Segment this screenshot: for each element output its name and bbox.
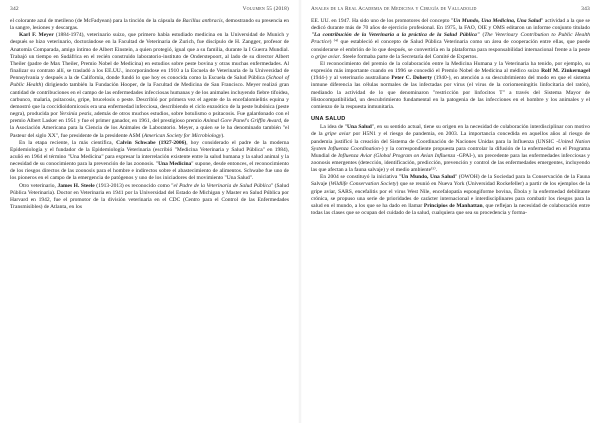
left-page [10,0,289,423]
text-run: -) y la correspondiente propuesta para controlar la difusión de la enfermedad en el Programa Mundial de [311,145,590,159]
emphasis-run: gripe aviar [324,131,351,138]
text-run: el colorante azul de metileno (de McFadyean) para la tinción de la cápsula de [10,18,183,24]
left-page-body [10,18,289,211]
emphasis-run: The Veterinary Contribution to Public Health Practice [311,32,590,46]
text-run: " (Salud Pública Veterinaria). Doctor en Veterinaria en 1941 por la Universidad del Estado de Michigan y Master en Salud Pública por Harvard en 1942, fue el promotor de la división veterinaria en el CDC (Centro para el Control de las Enfermedades Transmisibles) de Atlanta, en los [10,182,290,211]
emphasis-run: Peter C. Doherty [391,75,433,82]
emphasis-run: School of Public Health [10,75,289,89]
text-run: ( [479,32,485,39]
text-run: (1913-2013) es reconocido como " [94,182,174,189]
text-run: , hoy considerado el padre de la moderna Epidemiología y el fundador de la Epidemiología Veterinaria (escribió "Medicina Veterinaria y Salud Pública" en 1984), acuñó en 1964 el término "Una Medicina" para expresar la interrelación existente entre la salud humana y la salud animal y la necesidad de su conocimiento para la prevención de las zoonosis. " [10,139,289,168]
text-run: En 2004 se constituyó la iniciativa " [320,174,402,181]
emphasis-run: Wildlife Conservation Society [330,181,397,188]
text-run: Otro veterinario, [19,182,58,189]
text-run: por H5N1 y el riesgo de pandemia, en 2003. La importancia concedida en aquellos años al riesgo de pandemia justificó la creación del Sistema de Coordinación de Naciones Unidas para la Influenza (UNSIC - [311,131,590,145]
emphasis-run: James H. Steele [57,182,95,189]
running-head: Anales de la Real Academia de Medicina y Cirugía de Valladolid [311,6,477,12]
paragraph [311,18,590,61]
emphasis-run: Rolf M. Zinkernagel [541,68,590,75]
paragraph [10,183,289,212]
text-run: " actividad a la que se dedicó durante más de 70 años de ejercicio profesional. En 1975, la FAO, OIE y OMS editaron un informe conjunto titulado [311,18,591,32]
right-page-body [311,18,590,217]
text-run: (1944-) y al veterinario australiano [311,75,392,82]
text-run: (1940-), en atención a su descubrimiento del modo en que el sistema inmune diferencia las células normales de las infectadas por virus (el virus de la coriomeningitis linfocitaria del ratón), mediando la actividad de lo que denominaron "restricción por linfocitos T" a través del Sistema Mayor de Histocompatibilidad, un descubrimiento fundamental en la patogenia de las infecciones en el hombre y los animales y el comienzo de la respuesta inmunitaria. [311,75,590,110]
emphasis-run: Animal Gore Panel's Griffin Award [203,118,281,125]
text-run: ) ⁽⁴⁾ que estableció el concepto de Salud Pública Veterinaria como un área de cooperación entre ellas, que puede considerarse el embrión de lo que después, se convertiría en la plataforma para responsabilidad internacional frente a la peste o [311,39,590,60]
emphasis-run: Bacillus anthracis [182,18,223,24]
text-run: ", en su sentido actual, tiene su origen en la necesidad de colaboración interdisciplinar con motivo de la [311,124,590,138]
right-paragraphs-after [311,124,590,217]
emphasis-run: Influenza Aviar (Global Program on Avian Influenza [338,152,456,159]
emphasis-run: United Nation System Influenza Coordination [311,138,590,152]
paragraph [10,32,289,139]
emphasis-run: Calvin Schwabe (1927-2006) [116,139,187,146]
emphasis-run: Karl F. Meyer [19,32,54,39]
page-number: 343 [581,6,590,12]
text-run: En la etapa reciente, la más científica, [19,139,117,146]
left-page-header [10,6,289,18]
text-run: -GPAI-), un precedente para las enfermedades infecciosas y zoonosis emergentes (detección, identificación, predicción, prevención y control de las enfermedades emergentes, incluyendo las que afectan a la fauna salvaje) y el medio ambiente⁽⁵⁾. [311,152,591,174]
paragraph [311,124,590,174]
text-run: . Steele formaba parte de la Secretaría del Comité de Expertos. [339,53,478,60]
text-run: ) que se reunió en Nueva York (Universidad Rockefeller) a partir de los ejemplos de la gripe aviar, SARS, encefalitis por el virus West Nile, encefalopatía espongiforme bovina, Ébola y la enfermedad debilitante crónica, se propuso una serie de prioridades de carácter internacional e interdisciplinares para combatir los riesgos para la salud en el mundo, a los que se ha dado en llamar [311,181,590,209]
emphasis-run: Una Medicina [158,161,192,168]
text-run: " supone, desde entonces, el reconocimiento de los riesgos directos de las zoonosis para el hombre e indirectos sobre el abastecimiento de alimentos. Schwabe fue uno de los pioneros en el campo de la emergencia de patógenos y uno de los iniciadores del movimiento "Una Salud". [10,161,289,182]
text-run: ). [221,132,225,139]
text-run: EE. UU. en 1947. Ha sido uno de los promotores del concepto " [311,18,454,24]
text-run: " (OWOH) de la Sociedad para la Conservación de la Fauna Salvaje ( [311,174,590,188]
emphasis-run: gripe aviar [315,53,340,60]
right-page [311,0,590,423]
paragraph [311,61,590,111]
text-run: (1884-1974), veterinario suizo, que primero había estudiado medicina en la Universidad de Munich y después se hizo veterinario, doctorándose en la Facultad de Veterinaria de Zurich, fue discípulo de H. Zangger, profesor de Anatomía Comparada, amigo íntimo de Albert Einstein, a quien protegió, igual que a su familia, durante la I Guerra Mundial. Trabajó un tiempo en Sudáfrica en el recién construido laboratorio-instituto de Onderstepoort, al lado de su director Albert Theiler (padre de Max Theiler, Premio Nobel de Medicina) en estudios sobre peste bovina y otras muchas enfermedades. Al finalizar su contrato allí, se trasladó a los EE.UU., incorporándose en 1910 a la Escuela de Veterinaria de la Universidad de Pennsylvania y después a la de California, donde fundó lo que hoy es conocida como la Escuela de Salud Pública ( [10,32,289,82]
text-run: El reconocimiento del premio de la colaboración entre la Medicina Humana y la Veterinaria ha tenido, por ejemplo, su expresión más importante cuando en 1996 se concedió el Premio Nobel de Medicina al médico suizo [311,60,590,75]
text-run: , de la Asociación Americana para la Ciencia de los Animales de Laboratorio. Meyer, a quien se le ha denominado también "el Pasteur del siglo XX", fue presidente de la presidente ASM ( [10,118,289,139]
paragraph [10,140,289,183]
text-run: La idea de " [320,124,348,131]
emphasis-run: el Padre de la Veterinaria de Salud Pública [173,182,271,189]
emphasis-run: Yersinia pestis [59,111,92,118]
emphasis-run: American Society for Microbiology [143,132,222,139]
paragraph [10,18,289,32]
right-page-header [311,6,590,18]
section-heading: UNA SALUD [311,116,346,123]
page-number: 342 [10,6,19,12]
running-head: Volumen 55 (2018) [242,6,289,12]
page-gutter [298,0,302,423]
emphasis-run: Principios de Manhattan [423,202,483,209]
emphasis-run: Un Mundo, Una Medicina, Una Salud [453,18,542,24]
text-run: , además de otros muchos estudios, sobre botulismo o psitacosis. Fue galardonado con el premio Albert Lasker en 1951 y fue el primer ganador, en 1961, del prestigioso premio [10,111,289,125]
text-run: , demostrando su presencia en la sangre, lesiones y descargas. [10,18,289,32]
emphasis-run: Un Mundo, Una Salud [401,174,455,181]
emphasis-run: "La contribución de la Veterinaria a la práctica de la Salud Pública" [311,32,480,39]
text-run: ) dirigiendo también la Fundación Hooper, de la Facultad de Medicina de San Francisco. Meyer realizó gran cantidad de contribuciones en el campo de las enfermedades infecciosas humanas y de los animales incluyendo fiebre tifoidea, carbunco, malaria, psitacosis, gripe, brucelosis o peste. Describió por primera vez el agente de la encefalomielitis equina y demostró que la coccidioidomicosis era una enfermedad infecciosa, describiendo el ciclo enzoótico de la peste bubónica (peste negra), producida por [10,82,290,118]
text-run: , que reflejan la necesidad de colaboración entre todas las clases que se ocupan del cuidado de la salud, cualquiera que sea su procedencia y forma- [311,202,590,217]
paragraph [311,174,590,217]
emphasis-run: Una Salud [347,124,372,131]
right-paragraphs-before [311,18,590,111]
